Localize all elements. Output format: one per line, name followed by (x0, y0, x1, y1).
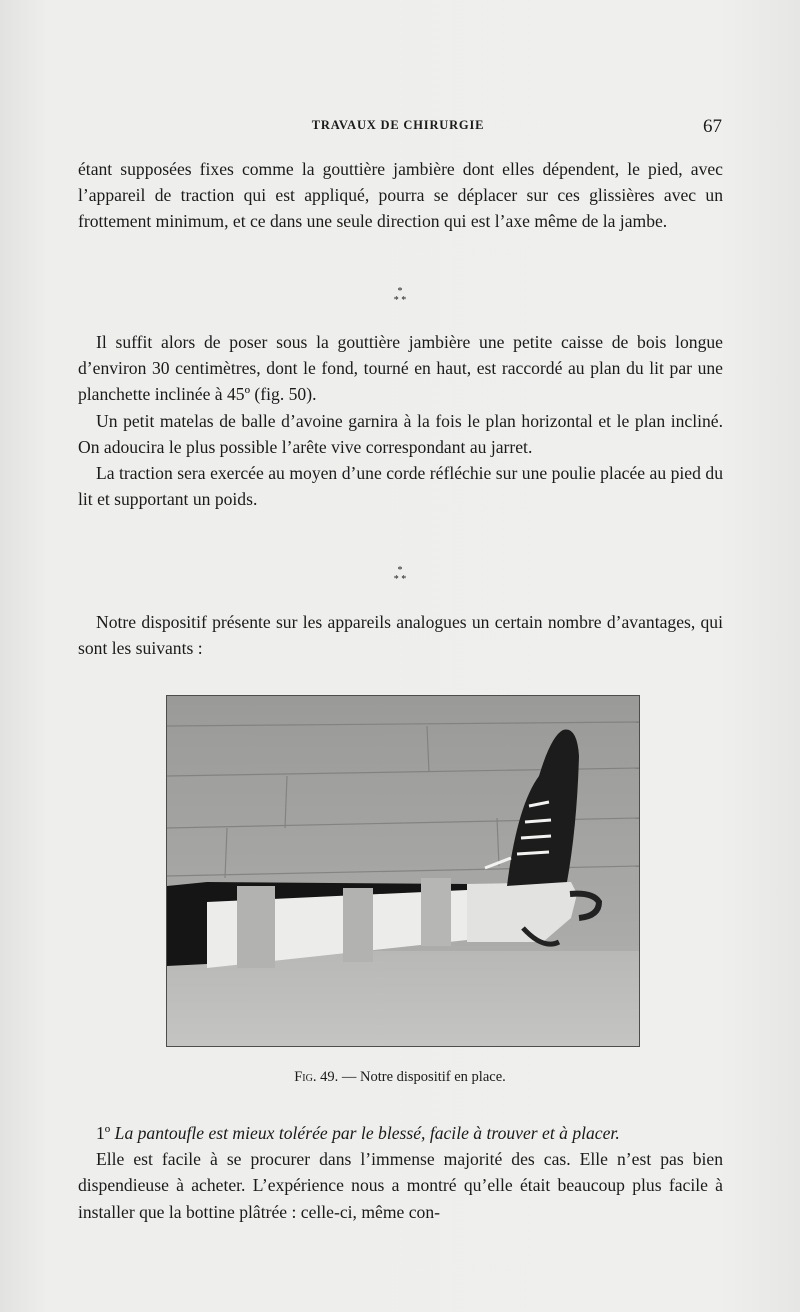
list-item-heading (78, 1120, 723, 1146)
asterism-top: * (397, 286, 403, 297)
asterism-top: * (397, 565, 403, 576)
figure-caption-text: — Notre dispositif en place. (338, 1069, 506, 1085)
paragraph: étant supposées fixes comme la gouttière jambière dont elles dépendent, le pied, avec l’appareil de traction qui est appliqué, pourra se déplacer sur ces glissières avec un frottement minimum, et ce dans une seule direction qui est l’axe même de la jambe. (78, 159, 723, 232)
list-item-title: La pantoufle est mieux tolérée par le blessé, facile à trouver et à placer. (114, 1123, 620, 1143)
list-item-number: 1º (96, 1123, 115, 1143)
paragraph: Il suffit alors de poser sous la gouttière jambière une petite caisse de bois longue d’environ 30 centimètres, dont le fond, tourné en haut, est raccordé au plan du lit par une planchette inclinée à 45º (fig. 50). (78, 332, 723, 405)
page-number: 67 (703, 116, 722, 137)
figure-caption (0, 1069, 800, 1086)
paragraph: Elle est facile à se procurer dans l’immense majorité des cas. Elle n’est pas bien dispendieuse à acheter. L’expérience nous a montré qu’elle était beaucoup plus facile à installer que la bottine plâtrée : celle-ci, même con- (78, 1149, 723, 1222)
running-header (78, 116, 722, 140)
strap-3 (421, 878, 451, 946)
paragraph: Notre dispositif présente sur les appareils analogues un certain nombre d’avantages, qui sont les suivants : (78, 612, 723, 659)
paragraph: Un petit matelas de balle d’avoine garnira à la fois le plan horizontal et le plan incliné. On adoucira le plus possible l’arête vive correspondant au jarret. (78, 410, 723, 457)
text-block-2 (78, 329, 723, 512)
text-block-3 (78, 609, 723, 661)
figure-label: Fig. 49. (294, 1069, 339, 1085)
leg-splint-photo (167, 696, 639, 1046)
text-block-4 (78, 1120, 723, 1225)
asterism-bottom: * * (393, 574, 407, 585)
section-separator-2 (360, 566, 440, 584)
asterism-bottom: * * (393, 295, 407, 306)
figure-photograph (166, 695, 640, 1047)
paragraph: La traction sera exercée au moyen d’une corde réfléchie sur une poulie placée au pied du lit et supportant un poids. (78, 463, 723, 510)
running-title: TRAVAUX DE CHIRURGIE (311, 118, 485, 132)
strap-1 (237, 886, 275, 968)
strap-2 (343, 888, 373, 962)
section-separator-1 (360, 287, 440, 305)
text-block-1 (78, 156, 723, 235)
